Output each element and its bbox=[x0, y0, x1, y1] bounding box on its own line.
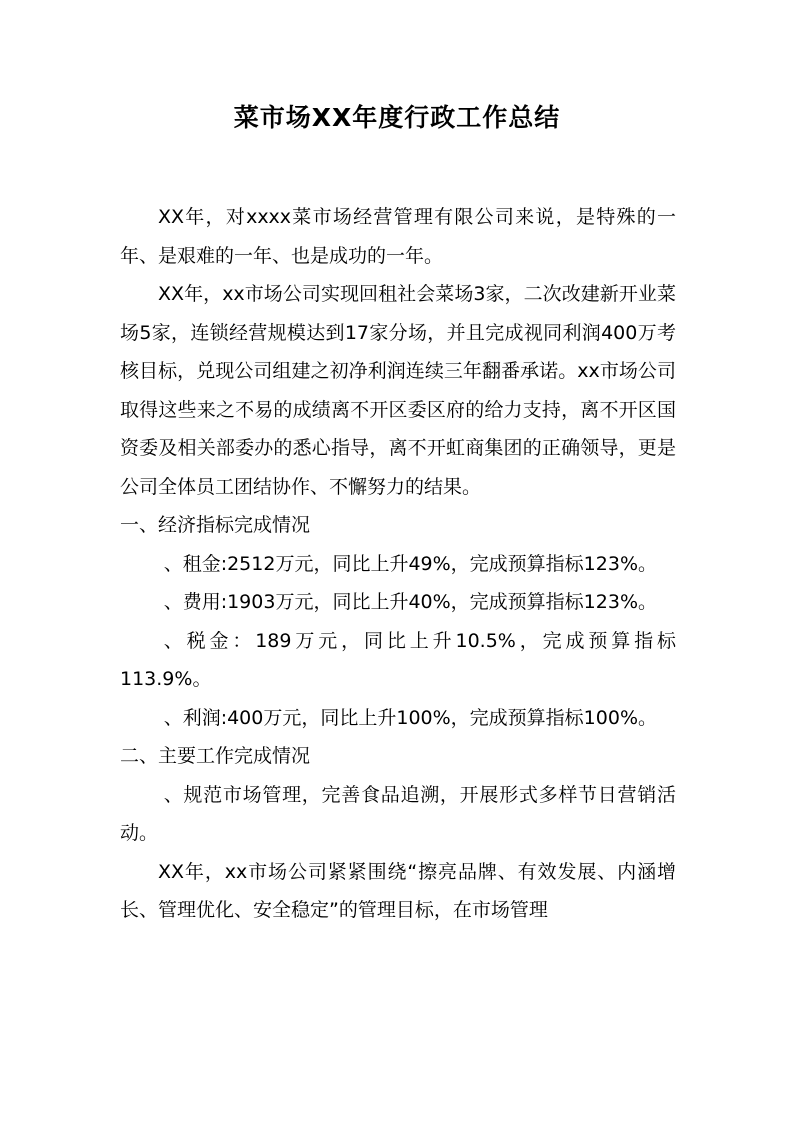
list-item-market-management: 、规范市场管理，完善食品追溯，开展形式多样节日营销活动。 bbox=[120, 783, 676, 844]
document-title: 菜市场XX年度行政工作总结 bbox=[233, 103, 561, 132]
work-paragraph: XX年，xx市场公司紧紧围绕“擦亮品牌、有效发展、内涵增长、管理优化、安全稳定”的管理目标，在市场管理 bbox=[120, 860, 676, 921]
list-item-tax: 、税金：189万元，同比上升10.5%，完成预算指标113.9%。 bbox=[120, 629, 676, 690]
list-item-rent: 、租金:2512万元，同比上升49%，完成预算指标123%。 bbox=[163, 552, 657, 575]
section-heading-work: 二、主要工作完成情况 bbox=[120, 745, 311, 767]
list-item-expense: 、费用:1903万元，同比上升40%，完成预算指标123%。 bbox=[163, 591, 657, 613]
summary-paragraph: XX年，xx市场公司实现回租社会菜场3家，二次改建新开业菜场5家，连锁经营规模达到17家分场，并且完成视同利润400万考核目标，兑现公司组建之初净利润连续三年翻番承诺。xx市场公司取得这些来之不易的成绩离不开区委区府的给力支持，离不开区国资委及相关部委办的悉心指导，离不开虹商集团的正确领导，更是公司全体员工团结协作、不懈努力的结果。 bbox=[120, 283, 676, 498]
section-heading-economic: 一、经济指标完成情况 bbox=[120, 514, 311, 536]
document-body bbox=[120, 198, 676, 930]
intro-paragraph: XX年，对xxxx菜市场经营管理有限公司来说，是特殊的一年、是艰难的一年、也是成功的一年。 bbox=[120, 206, 676, 267]
list-item-profit: 、利润:400万元，同比上升100%，完成预算指标100%。 bbox=[163, 706, 657, 729]
